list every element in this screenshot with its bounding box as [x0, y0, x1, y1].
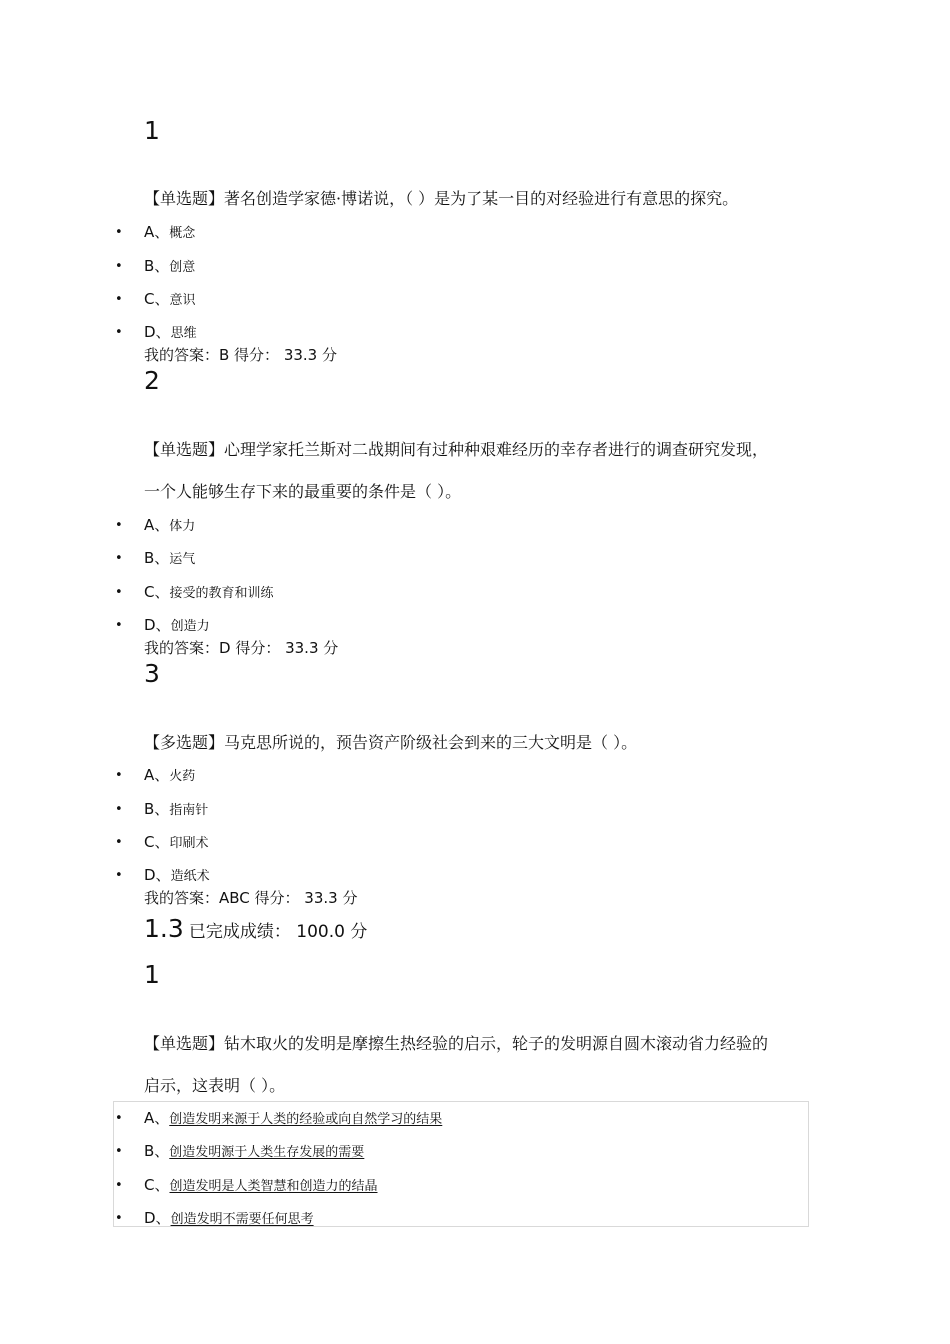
option-letter: A、	[144, 1109, 170, 1127]
question-stem: 【多选题】马克思所说的，预告资产阶级社会到来的三大文明是（ ）。	[144, 733, 638, 752]
option-item[interactable]	[144, 798, 208, 819]
option-letter: B、	[144, 800, 170, 818]
question-number: 1	[144, 960, 160, 989]
bullet-icon: •	[115, 1144, 123, 1159]
option-item[interactable]	[144, 221, 195, 242]
option-item[interactable]	[144, 514, 195, 535]
bullet-icon: •	[115, 225, 123, 240]
section-header	[144, 914, 367, 943]
question-stem-line-1: 【单选题】心理学家托兰斯对二战期间有过种种艰难经历的幸存者进行的调查研究发现，	[144, 440, 769, 459]
option-item[interactable]	[144, 1174, 378, 1195]
question-stem-line-1: 【单选题】钻木取火的发明是摩擦生热经验的启示，轮子的发明源自圆木滚动省力经验的	[144, 1034, 769, 1053]
question-number: 1	[144, 116, 160, 145]
option-letter: B、	[144, 549, 170, 567]
option-text: 创意	[169, 260, 196, 275]
option-item[interactable]	[144, 614, 210, 635]
option-letter: D、	[144, 866, 171, 884]
my-answer: 我的答案：D 得分： 33.3 分	[144, 639, 339, 657]
bullet-icon: •	[115, 585, 123, 600]
option-link[interactable]: 创造发明来源于人类的经验或向自然学习的结果	[169, 1112, 443, 1127]
bullet-icon: •	[115, 325, 123, 340]
option-text: 印刷术	[169, 836, 209, 851]
question-stem-line-2: 启示，这表明（ ）。	[144, 1076, 286, 1095]
option-text: 思维	[170, 326, 197, 341]
option-item[interactable]	[144, 547, 195, 568]
bullet-icon: •	[115, 802, 123, 817]
option-link[interactable]: 创造发明不需要任何思考	[170, 1212, 314, 1227]
question-number: 2	[144, 366, 160, 395]
option-item[interactable]	[144, 764, 195, 785]
option-letter: C、	[144, 833, 170, 851]
bullet-icon: •	[115, 1111, 123, 1126]
question-stem-line-2: 一个人能够生存下来的最重要的条件是（ ）。	[144, 482, 462, 501]
bullet-icon: •	[115, 1178, 123, 1193]
option-item[interactable]	[144, 1207, 314, 1228]
option-item[interactable]	[144, 1140, 364, 1161]
question-stem: 【单选题】著名创造学家德·博诺说，（ ）是为了某一目的对经验进行有意思的探究。	[144, 189, 739, 208]
bullet-icon: •	[115, 292, 123, 307]
option-letter: C、	[144, 583, 170, 601]
option-letter: B、	[144, 257, 170, 275]
bullet-icon: •	[115, 835, 123, 850]
bullet-icon: •	[115, 1211, 123, 1226]
option-item[interactable]	[144, 864, 210, 885]
option-item[interactable]	[144, 288, 196, 309]
option-text: 创造力	[170, 619, 210, 634]
option-text: 接受的教育和训练	[169, 586, 274, 601]
bullet-icon: •	[115, 868, 123, 883]
option-letter: D、	[144, 323, 171, 341]
option-text: 运气	[169, 552, 196, 567]
bullet-icon: •	[115, 259, 123, 274]
bullet-icon: •	[115, 551, 123, 566]
option-text: 指南针	[169, 803, 209, 818]
option-text: 体力	[169, 519, 196, 534]
option-link[interactable]: 创造发明是人类智慧和创造力的结晶	[169, 1179, 378, 1194]
option-letter: A、	[144, 516, 170, 534]
option-item[interactable]	[144, 1107, 442, 1128]
option-text: 造纸术	[170, 869, 210, 884]
option-letter: C、	[144, 1176, 170, 1194]
option-link[interactable]: 创造发明源于人类生存发展的需要	[169, 1145, 365, 1160]
option-letter: A、	[144, 766, 170, 784]
question-number: 3	[144, 659, 160, 688]
option-item[interactable]	[144, 321, 197, 342]
bullet-icon: •	[115, 768, 123, 783]
option-letter: A、	[144, 223, 170, 241]
option-item[interactable]	[144, 255, 195, 276]
option-text: 概念	[169, 226, 196, 241]
bullet-icon: •	[115, 518, 123, 533]
section-score: 已完成成绩： 100.0 分	[188, 922, 368, 942]
option-item[interactable]	[144, 831, 209, 852]
section-number: 1.3	[144, 914, 184, 943]
option-letter: D、	[144, 1209, 171, 1227]
option-item[interactable]	[144, 581, 274, 602]
option-letter: D、	[144, 616, 171, 634]
my-answer: 我的答案：ABC 得分： 33.3 分	[144, 889, 358, 907]
option-letter: C、	[144, 290, 170, 308]
bullet-icon: •	[115, 618, 123, 633]
option-letter: B、	[144, 1142, 170, 1160]
option-text: 火药	[169, 769, 196, 784]
option-text: 意识	[169, 293, 196, 308]
my-answer: 我的答案：B 得分： 33.3 分	[144, 346, 337, 364]
